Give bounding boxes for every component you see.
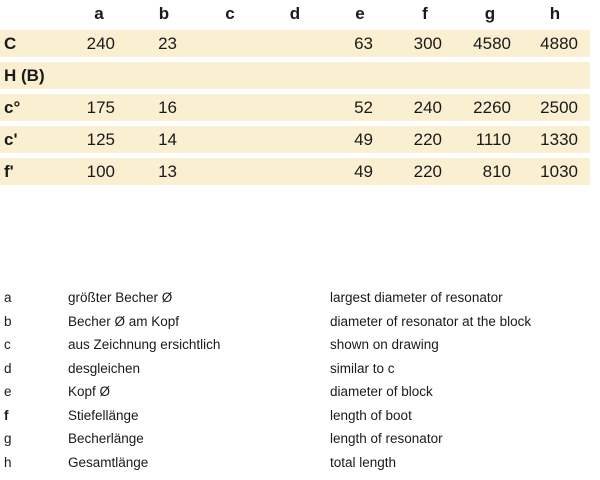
table-row — [0, 62, 590, 89]
legend-german: desgleichen — [68, 360, 141, 376]
legend-english: total length — [330, 454, 397, 470]
cell-b: 14 — [158, 130, 177, 149]
table-row — [0, 158, 590, 185]
legend-english: diameter of block — [330, 384, 433, 399]
legend-key: a — [4, 290, 12, 305]
cell-f: 240 — [413, 98, 442, 117]
legend-key: d — [4, 360, 12, 376]
column-header-f: f — [422, 4, 428, 23]
legend-english: shown on drawing — [330, 337, 439, 352]
cell-f: 300 — [413, 34, 442, 53]
row-label: c° — [4, 98, 21, 117]
legend-row-d — [0, 358, 600, 380]
cell-h: 1030 — [540, 162, 578, 181]
legend-row-b — [0, 311, 600, 333]
legend-german: Stiefellänge — [68, 407, 139, 423]
cell-a: 175 — [86, 98, 115, 117]
legend-english: length of boot — [330, 407, 412, 423]
cell-a: 125 — [86, 130, 115, 149]
cell-e: 63 — [354, 34, 373, 53]
cell-b: 23 — [158, 34, 177, 53]
cell-e: 52 — [354, 98, 373, 117]
legend-english: diameter of resonator at the block — [330, 313, 532, 329]
cell-e: 49 — [354, 162, 373, 181]
legend-row-a — [0, 287, 600, 309]
cell-g: 1110 — [475, 130, 511, 149]
column-header-a: a — [94, 4, 104, 23]
column-header-b: b — [158, 4, 170, 23]
legend-english: length of resonator — [330, 431, 443, 446]
cell-f: 220 — [413, 162, 442, 181]
table-row — [0, 94, 590, 121]
cell-g: 4580 — [473, 34, 511, 53]
legend-german: aus Zeichnung ersichtlich — [68, 337, 221, 352]
row-label: H (B) — [4, 66, 45, 85]
legend-row-h — [0, 452, 600, 474]
legend-row-e — [0, 381, 600, 403]
cell-a: 100 — [86, 162, 115, 181]
cell-h: 2500 — [540, 98, 578, 117]
table-row — [0, 30, 590, 57]
cell-h: 4880 — [540, 34, 578, 53]
cell-g: 2260 — [473, 98, 511, 117]
cell-a: 240 — [86, 34, 115, 53]
legend-key: f — [4, 407, 9, 423]
legend-key: c — [4, 337, 11, 352]
column-header-h: h — [549, 4, 561, 23]
legend-german: Kopf Ø — [68, 384, 111, 399]
legend-german: größter Becher Ø — [68, 290, 173, 305]
legend-german: Becher Ø am Kopf — [68, 313, 180, 329]
cell-b: 13 — [158, 162, 177, 181]
legend-key: g — [4, 431, 12, 446]
legend-key: e — [4, 384, 12, 399]
cell-h: 1330 — [540, 130, 578, 149]
row-label: c' — [4, 130, 18, 149]
cell-g: 810 — [482, 162, 511, 181]
table-header-row — [0, 0, 590, 27]
legend-english: similar to c — [330, 360, 395, 376]
column-header-d: d — [289, 4, 301, 23]
legend-key: h — [4, 454, 12, 470]
legend-english: largest diameter of resonator — [330, 290, 503, 305]
column-header-g: g — [484, 4, 496, 23]
row-label: C — [4, 34, 17, 53]
row-label: f' — [4, 162, 14, 181]
cell-f: 220 — [413, 130, 442, 149]
cell-e: 49 — [354, 130, 373, 149]
legend-german: Gesamtlänge — [68, 454, 149, 470]
cell-b: 16 — [158, 98, 177, 117]
legend-row-c — [0, 334, 600, 356]
legend-german: Becherlänge — [68, 431, 144, 446]
legend-key: b — [4, 313, 12, 329]
column-header-e: e — [355, 4, 365, 23]
table-row — [0, 126, 590, 153]
column-header-c: c — [225, 4, 235, 23]
legend-row-g — [0, 428, 600, 450]
legend-row-f — [0, 405, 600, 427]
